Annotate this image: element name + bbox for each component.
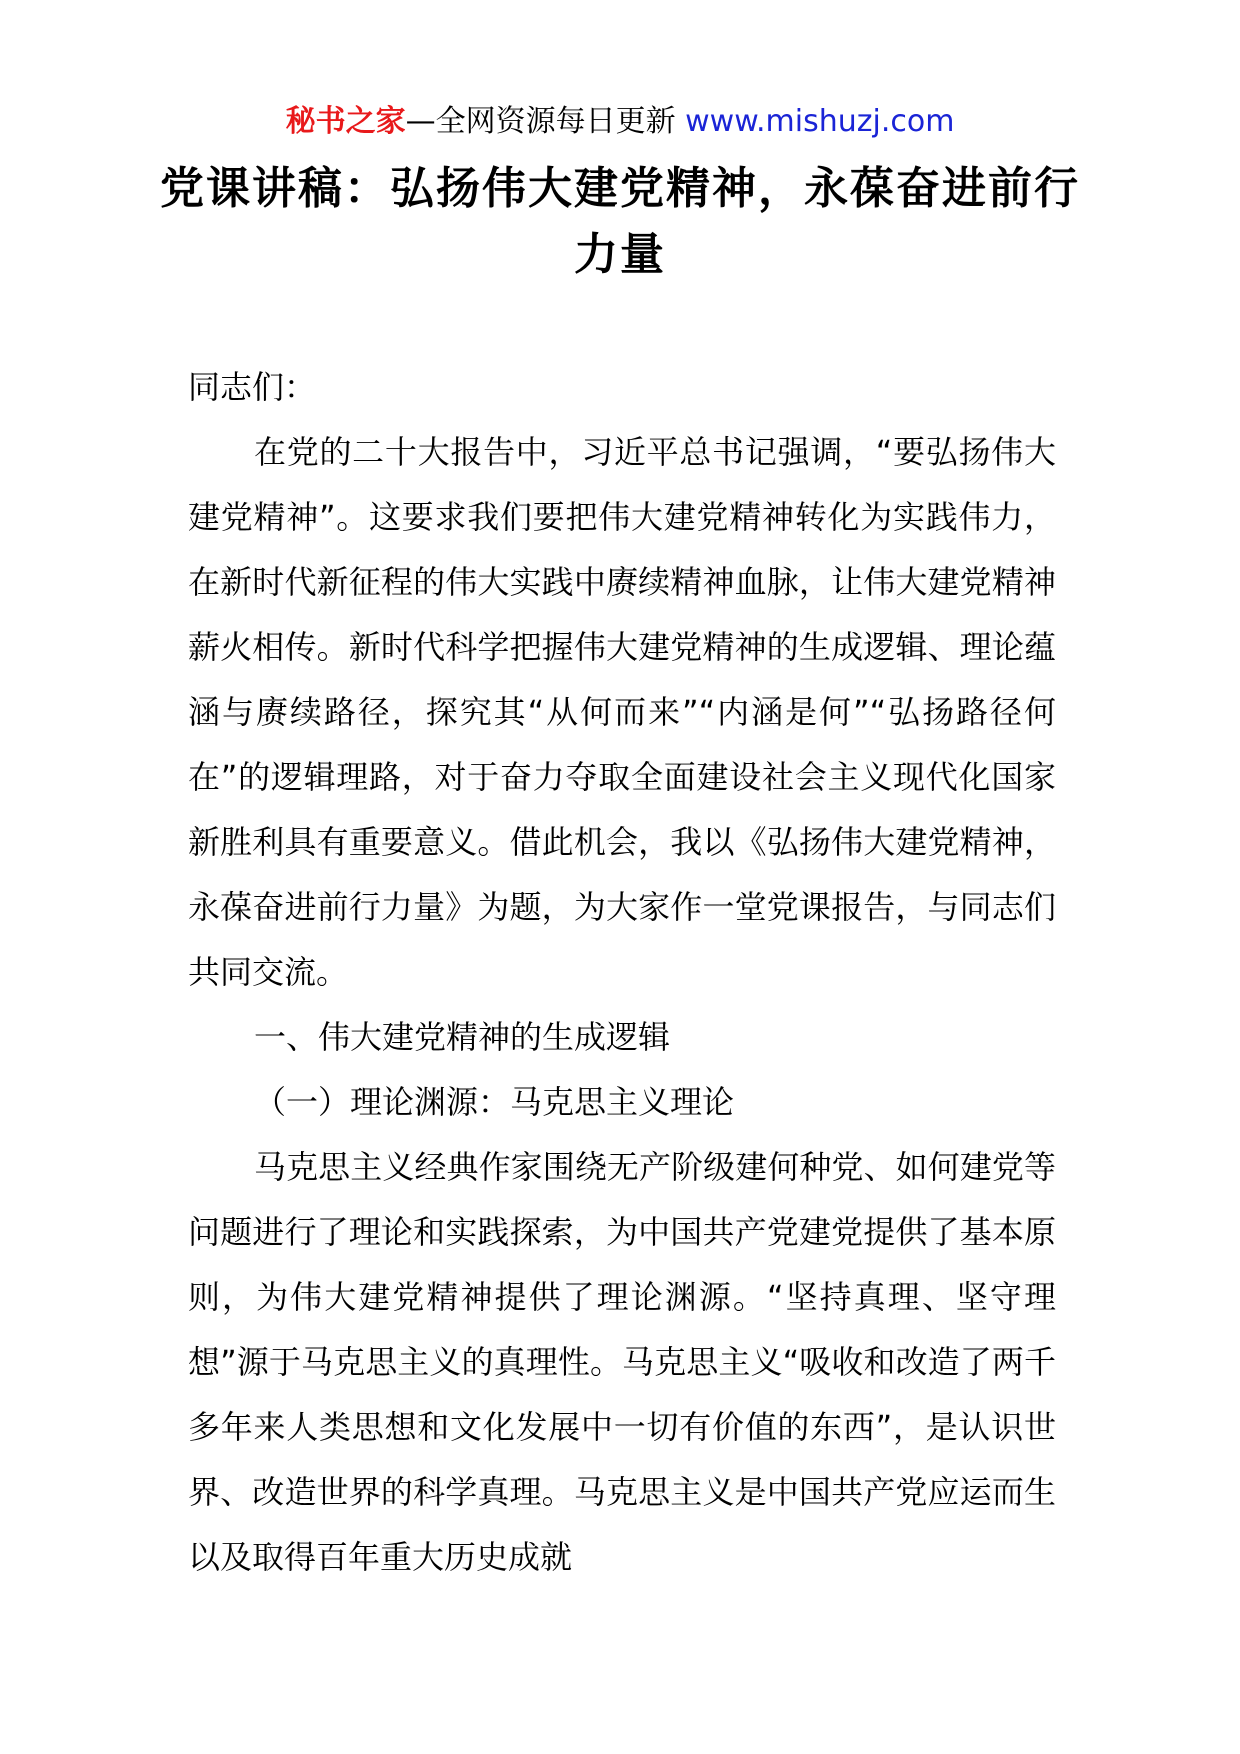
subsection-heading: （一）理论渊源：马克思主义理论: [254, 1083, 735, 1121]
header-tagline: —全网资源每日更新: [405, 104, 686, 139]
site-url-link[interactable]: www.mishuzj.com: [685, 104, 955, 139]
section-heading: 一、伟大建党精神的生成逻辑: [254, 1018, 671, 1056]
intro-paragraph: 在党的二十大报告中，习近平总书记强调，“要弘扬伟大建党精神”。这要求我们要把伟大建党精神转化为实践伟力，在新时代新征程的伟大实践中赓续精神血脉，让伟大建党精神薪火相传。新时代科学把握伟大建党精神的生成逻辑、理论蕴涵与赓续路径，探究其“从何而来”“内涵是何”“弘扬路径何在”的逻辑理路，对于奋力夺取全面建设社会主义现代化国家新胜利具有重要意义。借此机会，我以《弘扬伟大建党精神，永葆奋进前行力量》为题，为大家作一堂党课报告，与同志们共同交流。: [188, 433, 1056, 991]
salutation: 同志们：: [188, 368, 317, 406]
brand-name: 秘书之家: [285, 104, 406, 139]
document-body: [188, 355, 1056, 1590]
body-paragraph: 马克思主义经典作家围绕无产阶级建何种党、如何建党等问题进行了理论和实践探索，为中国共产党建党提供了基本原则，为伟大建党精神提供了理论渊源。“坚持真理、坚守理想”源于马克思主义的真理性。马克思主义“吸收和改造了两千多年来人类思想和文化发展中一切有价值的东西”，是认识世界、改造世界的科学真理。马克思主义是中国共产党应运而生以及取得百年重大历史成就: [188, 1148, 1056, 1576]
document-title: 党课讲稿：弘扬伟大建党精神，永葆奋进前行力量: [160, 163, 1080, 280]
site-header: [0, 98, 1240, 146]
